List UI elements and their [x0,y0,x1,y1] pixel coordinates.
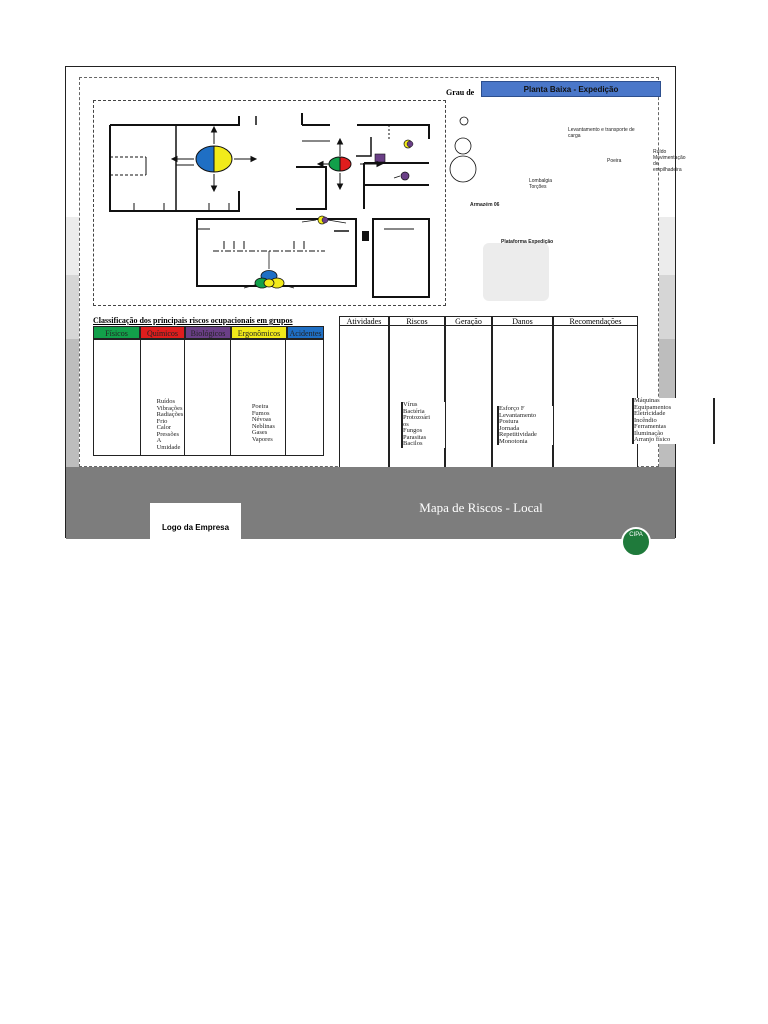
category-quimicos: Químicos [140,326,185,339]
planta-title: Planta Baixa - Expedição [481,81,661,97]
header-atividades: Atividades [339,316,389,326]
list-item: Calor [156,424,172,431]
acidentes-list [632,398,715,444]
list-item: Fungos [402,428,454,435]
header-riscos: Riscos [389,316,445,326]
note-lombalgia: Lombalgia Torções [529,178,553,190]
list-item: Poeira [251,403,269,410]
list-item: Equipamentos [633,405,714,412]
list-item: Vapores [251,435,273,443]
fisicos-list [157,399,184,451]
cell-riscos [389,326,445,467]
cipa-logo-icon: CIPA [621,527,651,557]
col-quimicos [141,340,186,455]
table-body [339,326,672,467]
list-item: Parasitas [402,435,454,442]
list-item: Repetitividade [498,432,555,439]
col-biologicos [185,340,231,455]
list-item: Máquinas [633,398,714,405]
recommendations-table [339,316,672,467]
list-item: A [156,437,162,444]
floor-plan-drawing [94,101,445,305]
list-item: Iluminação [633,431,714,438]
note-armazem: Armazém 06 [470,202,500,208]
note-expedicao: Plataforma Expedição [501,239,554,245]
col-fisicos [94,340,141,455]
list-item: Umidade [156,443,181,451]
list-item: Bacilos [402,441,454,448]
circle-large [450,156,476,182]
category-acidentes: Acidentes [287,326,324,339]
list-item: Bactéria [402,409,454,416]
note-levantamento: Levantamento e transporte de carga [568,127,635,139]
list-item: Eletricidade [633,411,714,418]
note-ruido: Ruído Movimentação de empilhadeira [653,149,686,173]
circle-medium [455,138,471,154]
risk-map-document [65,66,686,538]
grau-label: Grau de [446,88,475,97]
list-item: Arranjo físico [633,437,714,444]
list-item: Postura [498,419,555,426]
circle-legend [454,113,484,183]
list-item: Frio [156,417,168,425]
category-biologicos: Biológicos [185,326,231,339]
category-body [93,339,324,456]
list-item: Levantamento [498,413,555,420]
header-geracao: Geração [445,316,492,326]
company-logo-placeholder: Logo da Empresa [150,503,241,539]
list-item: Radiações [156,411,184,418]
list-item: Jornada [498,426,555,433]
category-fisicos: Físicos [93,326,140,339]
note-poeira: Poeira [607,158,622,164]
legend-box [483,243,549,301]
category-row [93,326,324,339]
list-item: Esforço F [498,406,555,413]
category-ergonomicos: Ergonômicos [231,326,287,339]
circle-small [460,117,468,125]
cell-recomendacoes [553,326,672,467]
cell-danos [492,326,553,467]
list-item: Neblinas [251,422,275,430]
cell-geracao [445,326,492,467]
table-header [339,316,638,326]
list-item: Névoas [251,416,272,423]
list-item: Protozoári [402,415,454,422]
floor-plan [93,100,446,306]
classification-title: Classificação dos principais riscos ocupacionais em grupos [93,316,293,325]
list-item: Vírus [402,402,454,409]
col-ergonomicos [231,340,287,455]
header-recomendacoes: Recomendações [553,316,638,326]
list-item: Incêndio [633,418,714,425]
header-danos: Danos [492,316,553,326]
list-item: Fumos [251,409,270,417]
map-title: Mapa de Riscos - Local [419,500,543,515]
list-item: Gases [251,429,268,436]
list-item: Ruídos [156,398,176,405]
list-item: os [402,422,454,429]
list-item: Vibrações [156,404,183,412]
quimicos-list [252,404,275,443]
list-item: Pressões [156,430,179,438]
cell-atividades [339,326,389,467]
list-item: Monotonia [498,439,555,446]
col-acidentes [286,340,323,455]
list-item: Ferramentas [633,424,714,431]
ergonomicos-list [497,406,556,445]
